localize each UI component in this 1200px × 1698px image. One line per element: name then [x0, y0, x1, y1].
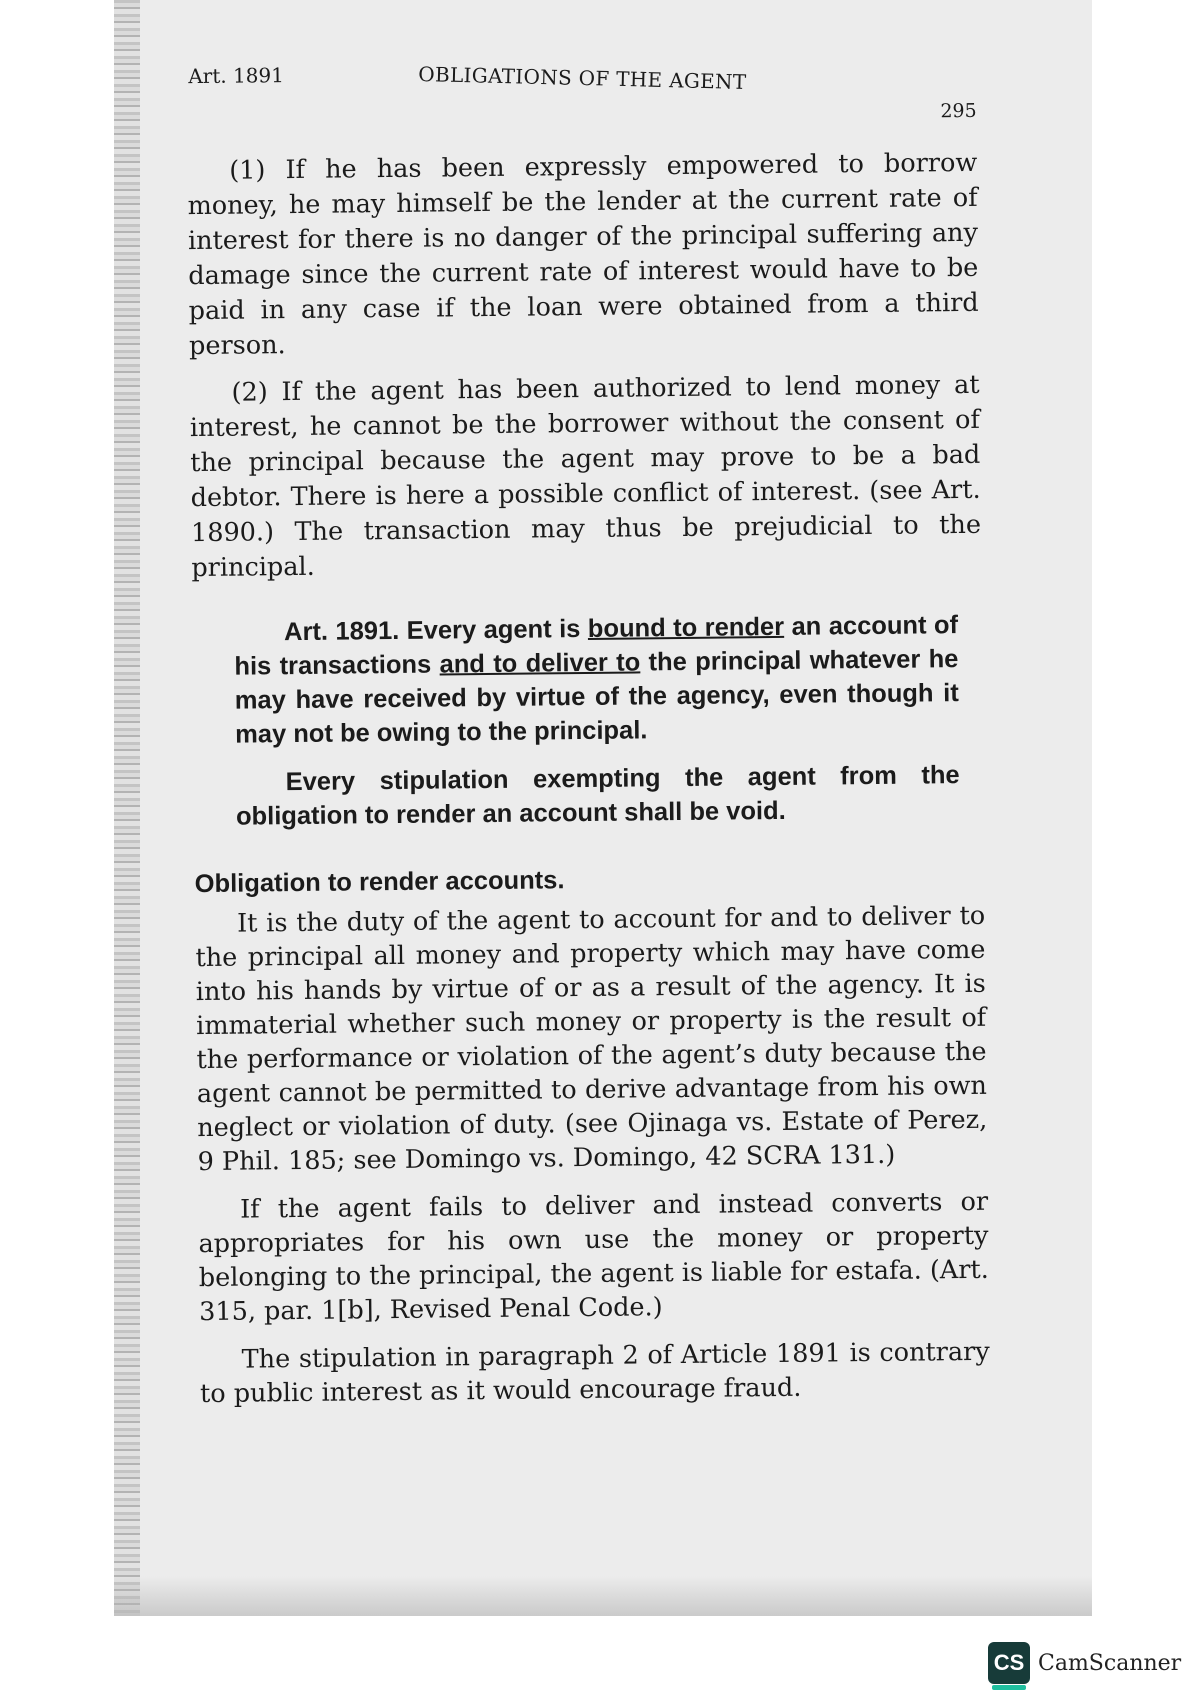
- paragraph-1: (1) If he has been expressly empowered to borrow money, he may himself be the lender at the current rate of interest for there is no danger of the principal suffering any damage since the current rate of interest would have to be paid in any case if the loan were obtained from a third person.: [187, 147, 979, 362]
- page-shadow-edge: [114, 0, 140, 1616]
- article-paragraph-2: Every stipulation exempting the agent from the obligation to render an account shall be void.: [235, 761, 960, 831]
- running-header: [186, 46, 977, 124]
- header-article-ref: Art. 1891: [188, 63, 285, 89]
- article-paragraph-1: [234, 608, 959, 752]
- article-1891: [234, 608, 960, 834]
- book-page: [186, 46, 992, 1574]
- header-title: OBLIGATIONS OF THE AGENT: [418, 61, 747, 94]
- section-heading: Obligation to render accounts.: [194, 866, 565, 899]
- camscanner-logo-icon: CS: [988, 1642, 1030, 1684]
- paragraph-3: It is the duty of the agent to account for and to deliver to the principal all money and property which may have come into his hands by virtue of or as a result of the agency. It is immaterial whether such money or property is the result of the performance or violation of the agent’s duty because the agent cannot be permitted to derive advantage from his own neglect or violation of duty. (see Ojinaga vs. Estate of Perez, 9 Phil. 185; see Domingo vs. Domingo, 42 SCRA 131.): [195, 900, 988, 1178]
- article-text-2: the principal whatever he may have received by virtue of the agency, even though it may not be owing to the principal.: [234, 645, 959, 749]
- paragraph-4: If the agent fails to deliver and instead converts or appropriates for his own use the money or property belonging to the principal, the agent is liable for estafa. (Art. 315, par. 1[b], Revised Penal Code.): [198, 1186, 989, 1328]
- page-number: 295: [940, 99, 977, 123]
- camscanner-name: CamScanner: [1038, 1650, 1182, 1676]
- page-bottom-shadow: [114, 1576, 1092, 1616]
- scanned-page: [114, 0, 1092, 1616]
- article-text-1: an account of his transactions: [234, 611, 959, 681]
- paragraph-2: (2) If the agent has been authorized to lend money at interest, he cannot be the borrower without the consent of the principal because the agent may prove to be a bad debtor. There is here a possible conflict of interest. (see Art. 1890.) The transaction may thus be prejudicial to the principal.: [189, 369, 982, 584]
- camscanner-watermark: [988, 1642, 1181, 1684]
- article-underline-2: and to deliver to: [439, 648, 641, 679]
- article-underline-1: bound to render: [587, 612, 785, 643]
- paragraph-5: The stipulation in paragraph 2 of Article 1891 is contrary to public interest as it would encourage fraud.: [199, 1336, 990, 1410]
- article-lead: Art. 1891. Every agent is: [283, 614, 588, 647]
